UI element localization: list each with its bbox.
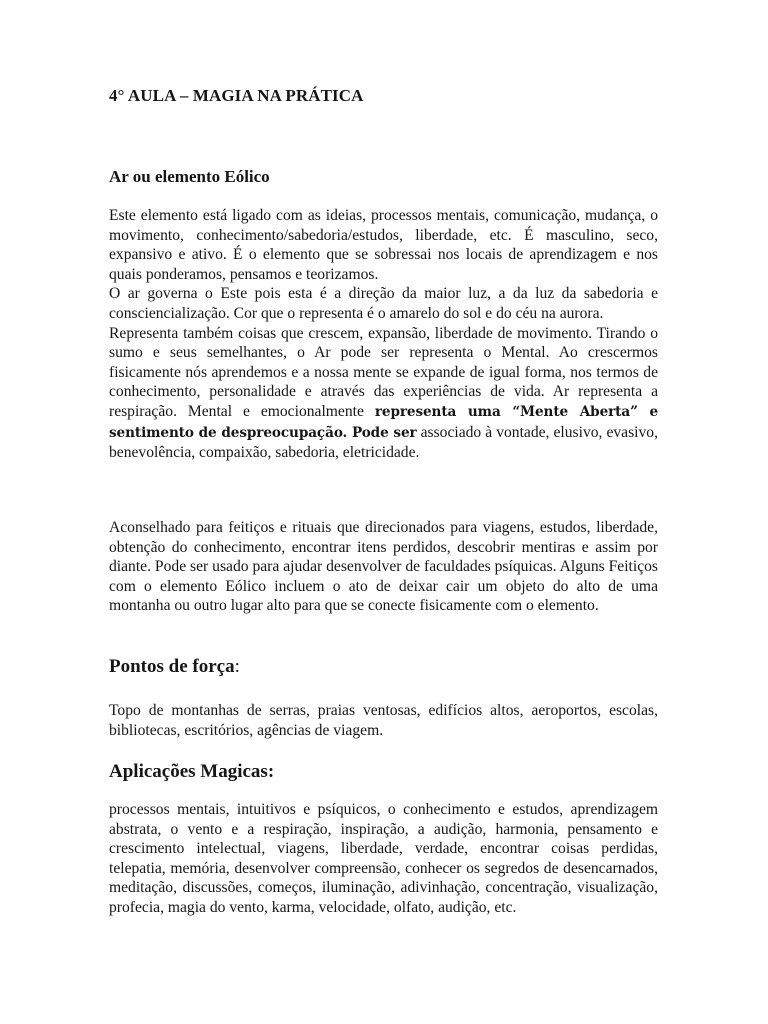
air-section-body [109,206,658,463]
paragraph-air-represents [109,324,658,463]
section-heading-applications: Aplicações Magicas: [109,761,275,782]
paragraph-air-direction: O ar governa o Este pois esta é a direção da maior luz, a da luz da sabedoria e consciencialização. Cor que o representa é o amarelo do sol e do céu na aurora. [109,285,658,322]
section-heading-points-label: Pontos de força [109,656,235,677]
section-heading-points [109,656,240,678]
points-of-power-text: Topo de montanhas de serras, praias ventosas, edifícios altos, aeroportos, escolas, bibliotecas, escritórios, agências de viagem. [109,702,658,739]
magical-applications-text: processos mentais, intuitivos e psíquicos, o conhecimento e estudos, aprendizagem abstrata, o vento e a respiração, inspiração, a audição, harmonia, pensamento e crescimento intelectual, viagens, liberdade, verdade, encontrar coisas perdidas, telepatia, memória, desenvolver compreensão, conhecer os segredos de desencarnados, meditação, discussões, começos, iluminação, adivinhação, concentração, visualização, profecia, magia do vento, karma, velocidade, olfato, audição, etc. [109,801,658,916]
document-title: 4° AULA – MAGIA NA PRÁTICA [109,86,364,105]
paragraph-air-represents-end: associado à vontade, elusivo, evasivo, benevolência, compaixão, sabedoria, eletricidade. [109,423,658,462]
paragraph-air-spells: Aconselhado para feitiços e rituais que direcionados para viagens, estudos, liberdade, obtenção do conhecimento, encontrar itens perdidos, descobrir mentiras e assim por diante. Pode ser usado para ajudar desenvolver de faculdades psíquicas. Alguns Feitiços com o elemento Eólico incluem o ato de deixar cair um objeto do alto de uma montanha ou outro lugar alto para que se conecte fisicamente com o elemento. [109,519,658,615]
section-heading-air: Ar ou elemento Eólico [109,167,270,186]
paragraph-air-represents-emphasis: representa uma “Mente Aberta” e sentimento de despreocupação. Pode ser [109,403,658,441]
paragraph-air-intro: Este elemento está ligado com as ideias, processos mentais, comunicação, mudança, o movimento, conhecimento/sabedoria/estudos, liberdade, etc. É masculino, seco, expansivo e ativo. É o elemento que se sobressai nos locais de aprendizagem e nos quais ponderamos, pensamos e teorizamos. [109,207,658,283]
section-heading-points-colon: : [234,656,240,677]
paragraph-air-represents-start: Representa também coisas que crescem, expansão, liberdade de movimento. Tirando o sumo e seus semelhantes, o Ar pode ser representa o Mental. Ao crescermos fisicamente nós aprendemos e a nossa mente se expande de igual forma, nos termos de conhecimento, personalidade e através das experiências de vida. Ar representa a respiração. Mental e emocionalmente [109,324,658,420]
